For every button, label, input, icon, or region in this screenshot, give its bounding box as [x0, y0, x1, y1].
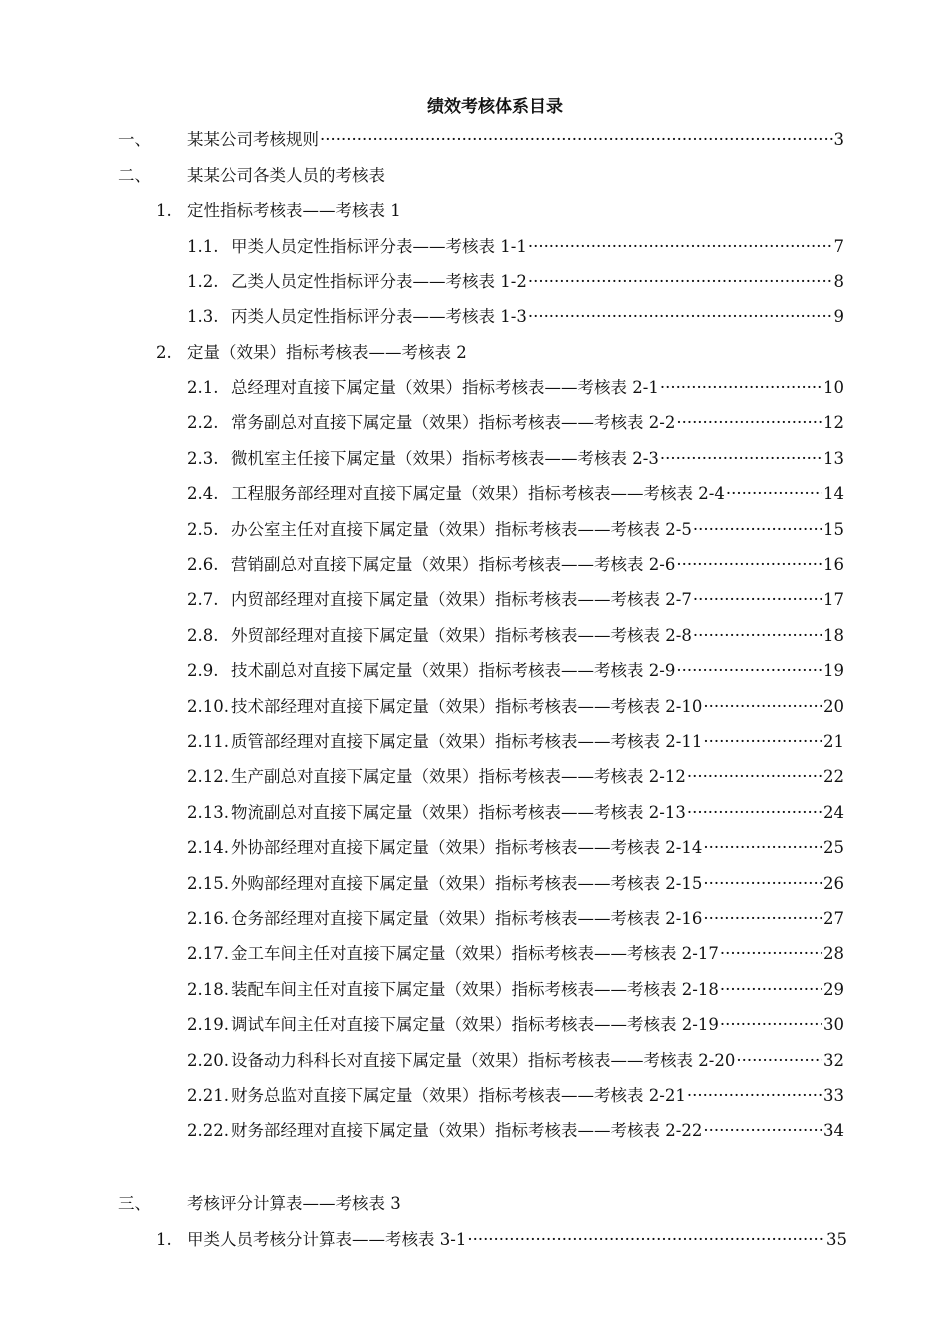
toc-dot-leader — [720, 942, 822, 966]
toc-dot-leader — [703, 1119, 822, 1143]
toc-entry-title: 技术部经理对直接下属定量（效果）指标考核表——考核表 2-10 — [231, 697, 703, 716]
toc-entry[interactable] — [187, 1119, 844, 1143]
toc-dot-leader — [720, 978, 822, 1002]
toc-entry-number: 2.7. — [187, 590, 219, 609]
toc-entry-number: 2. — [156, 343, 172, 362]
toc-entry[interactable] — [187, 1013, 844, 1037]
toc-entry-number: 2.9. — [187, 661, 219, 680]
toc-entry[interactable] — [118, 164, 844, 188]
toc-entry[interactable] — [156, 199, 844, 223]
toc-entry-title: 内贸部经理对直接下属定量（效果）指标考核表——考核表 2-7 — [231, 590, 692, 609]
toc-entry-page: 26 — [823, 874, 844, 893]
toc-entry-page: 19 — [823, 661, 844, 680]
toc-entry-number: 2.16. — [187, 909, 229, 928]
toc-entry-title: 微机室主任接下属定量（效果）指标考核表——考核表 2-3 — [231, 449, 659, 468]
toc-entry-page: 21 — [823, 732, 844, 751]
toc-entry-title: 某某公司考核规则 — [187, 130, 319, 149]
toc-entry[interactable] — [187, 765, 844, 789]
toc-entry[interactable] — [187, 695, 844, 719]
toc-entry-number: 1.3. — [187, 307, 219, 326]
page-title: 绩效考核体系目录 — [427, 97, 563, 117]
toc-entry-page: 3 — [833, 130, 844, 149]
toc-dot-leader — [528, 270, 833, 294]
toc-entry-number: 2.15. — [187, 874, 229, 893]
toc-entry-number: 2.14. — [187, 838, 229, 857]
toc-entry-page: 20 — [823, 697, 844, 716]
toc-entry-page: 34 — [823, 1121, 844, 1140]
toc-entry-page: 33 — [823, 1086, 844, 1105]
toc-entry[interactable] — [187, 801, 844, 825]
toc-dot-leader — [693, 624, 822, 648]
toc-entry-page: 18 — [823, 626, 844, 645]
toc-entry[interactable] — [187, 588, 844, 612]
toc-entry-page: 16 — [823, 555, 844, 574]
toc-entry-number: 三、 — [118, 1194, 151, 1213]
toc-entry[interactable] — [187, 907, 844, 931]
toc-entry[interactable] — [187, 659, 844, 683]
toc-dot-leader — [703, 872, 822, 896]
toc-entry-number: 2.2. — [187, 413, 219, 432]
toc-entry-title: 甲类人员定性指标评分表——考核表 1-1 — [231, 237, 527, 256]
toc-entry-title: 装配车间主任对直接下属定量（效果）指标考核表——考核表 2-18 — [231, 980, 719, 999]
toc-entry-title: 办公室主任对直接下属定量（效果）指标考核表——考核表 2-5 — [231, 520, 692, 539]
toc-entry-page: 10 — [823, 378, 844, 397]
toc-dot-leader — [660, 376, 822, 400]
toc-entry-title: 设备动力科科长对直接下属定量（效果）指标考核表——考核表 2-20 — [231, 1051, 736, 1070]
toc-entry-page: 8 — [833, 272, 844, 291]
toc-dot-leader — [736, 1049, 822, 1073]
toc-entry[interactable] — [187, 624, 844, 648]
toc-entry-number: 2.17. — [187, 944, 229, 963]
toc-entry-number: 1.1. — [187, 237, 219, 256]
toc-entry-page: 30 — [823, 1015, 844, 1034]
toc-dot-leader — [687, 1084, 822, 1108]
toc-entry-number: 2.13. — [187, 803, 229, 822]
toc-entry[interactable] — [187, 1084, 844, 1108]
toc-entry-title: 定性指标考核表——考核表 1 — [187, 201, 401, 220]
toc-entry-title: 乙类人员定性指标评分表——考核表 1-2 — [231, 272, 527, 291]
toc-entry[interactable] — [187, 1049, 844, 1073]
toc-entry-title: 丙类人员定性指标评分表——考核表 1-3 — [231, 307, 527, 326]
toc-entry[interactable] — [187, 942, 844, 966]
toc-entry[interactable] — [187, 235, 844, 259]
toc-dot-leader — [528, 235, 833, 259]
toc-entry-page: 24 — [823, 803, 844, 822]
toc-entry[interactable] — [187, 447, 844, 471]
toc-entry-number: 1. — [156, 201, 172, 220]
toc-entry-page: 35 — [826, 1230, 847, 1249]
toc-entry-page: 17 — [823, 590, 844, 609]
toc-entry-title: 金工车间主任对直接下属定量（效果）指标考核表——考核表 2-17 — [231, 944, 719, 963]
toc-entry-title: 财务部经理对直接下属定量（效果）指标考核表——考核表 2-22 — [231, 1121, 703, 1140]
toc-dot-leader — [703, 907, 822, 931]
toc-entry[interactable] — [118, 1192, 844, 1216]
toc-entry-number: 二、 — [118, 166, 151, 185]
toc-entry-number: 2.4. — [187, 484, 219, 503]
toc-entry-number: 2.11. — [187, 732, 229, 751]
toc-entry-number: 1.2. — [187, 272, 219, 291]
toc-entry-title: 常务副总对直接下属定量（效果）指标考核表——考核表 2-2 — [231, 413, 676, 432]
toc-entry-title: 外协部经理对直接下属定量（效果）指标考核表——考核表 2-14 — [231, 838, 703, 857]
toc-entry-number: 2.3. — [187, 449, 219, 468]
toc-entry-page: 12 — [823, 413, 844, 432]
toc-dot-leader — [528, 305, 833, 329]
toc-dot-leader — [467, 1228, 825, 1252]
toc-dot-leader — [320, 128, 833, 152]
toc-entry-number: 2.8. — [187, 626, 219, 645]
toc-entry-page: 13 — [823, 449, 844, 468]
toc-entry-page: 15 — [823, 520, 844, 539]
toc-entry-number: 2.20. — [187, 1051, 229, 1070]
toc-entry[interactable] — [156, 341, 844, 365]
toc-entry-page: 22 — [823, 767, 844, 786]
toc-dot-leader — [676, 659, 822, 683]
toc-entry-page: 7 — [833, 237, 844, 256]
toc-entry[interactable] — [187, 482, 844, 506]
toc-entry[interactable] — [187, 978, 844, 1002]
toc-dot-leader — [726, 482, 822, 506]
toc-dot-leader — [676, 553, 822, 577]
toc-entry[interactable] — [187, 836, 844, 860]
toc-dot-leader — [676, 411, 822, 435]
toc-dot-leader — [720, 1013, 822, 1037]
toc-entry-title: 考核评分计算表——考核表 3 — [187, 1194, 401, 1213]
toc-dot-leader — [703, 730, 822, 754]
toc-entry-number: 2.10. — [187, 697, 229, 716]
toc-entry[interactable] — [187, 553, 844, 577]
toc-entry[interactable] — [156, 1228, 847, 1252]
toc-entry-number: 一、 — [118, 130, 151, 149]
toc-entry-page: 14 — [823, 484, 844, 503]
toc-entry-title: 生产副总对直接下属定量（效果）指标考核表——考核表 2-12 — [231, 767, 686, 786]
toc-dot-leader — [693, 518, 822, 542]
toc-entry-title: 调试车间主任对直接下属定量（效果）指标考核表——考核表 2-19 — [231, 1015, 719, 1034]
toc-entry-title: 财务总监对直接下属定量（效果）指标考核表——考核表 2-21 — [231, 1086, 686, 1105]
toc-entry-number: 1. — [156, 1230, 172, 1249]
toc-entry[interactable] — [187, 518, 844, 542]
toc-entry-title: 物流副总对直接下属定量（效果）指标考核表——考核表 2-13 — [231, 803, 686, 822]
toc-entry-number: 2.18. — [187, 980, 229, 999]
toc-entry-number: 2.22. — [187, 1121, 229, 1140]
toc-entry[interactable] — [187, 270, 844, 294]
toc-dot-leader — [687, 765, 822, 789]
toc-entry-number: 2.1. — [187, 378, 219, 397]
toc-dot-leader — [693, 588, 822, 612]
toc-entry-title: 营销副总对直接下属定量（效果）指标考核表——考核表 2-6 — [231, 555, 676, 574]
toc-entry-page: 9 — [833, 307, 844, 326]
toc-entry-page: 29 — [823, 980, 844, 999]
toc-dot-leader — [703, 836, 822, 860]
toc-dot-leader — [703, 695, 822, 719]
toc-entry[interactable] — [187, 305, 844, 329]
toc-entry-page: 32 — [823, 1051, 844, 1070]
toc-entry-title: 定量（效果）指标考核表——考核表 2 — [187, 343, 467, 362]
toc-entry-title: 总经理对直接下属定量（效果）指标考核表——考核表 2-1 — [231, 378, 659, 397]
toc-entry[interactable] — [187, 376, 844, 400]
toc-entry-page: 25 — [823, 838, 844, 857]
toc-entry-title: 外购部经理对直接下属定量（效果）指标考核表——考核表 2-15 — [231, 874, 703, 893]
toc-entry-title: 外贸部经理对直接下属定量（效果）指标考核表——考核表 2-8 — [231, 626, 692, 645]
toc-entry-title: 某某公司各类人员的考核表 — [187, 166, 385, 185]
toc-entry-page: 28 — [823, 944, 844, 963]
toc-entry-number: 2.12. — [187, 767, 229, 786]
toc-entry-number: 2.5. — [187, 520, 219, 539]
toc-dot-leader — [687, 801, 822, 825]
toc-entry-title: 仓务部经理对直接下属定量（效果）指标考核表——考核表 2-16 — [231, 909, 703, 928]
toc-entry-number: 2.6. — [187, 555, 219, 574]
toc-entry[interactable] — [187, 411, 844, 435]
toc-entry[interactable] — [187, 730, 844, 754]
toc-dot-leader — [660, 447, 822, 471]
toc-entry-number: 2.19. — [187, 1015, 229, 1034]
toc-entry-title: 技术副总对直接下属定量（效果）指标考核表——考核表 2-9 — [231, 661, 676, 680]
toc-entry-title: 甲类人员考核分计算表——考核表 3-1 — [187, 1230, 467, 1249]
toc-entry[interactable] — [187, 872, 844, 896]
toc-entry[interactable] — [118, 128, 844, 152]
toc-entry-page: 27 — [823, 909, 844, 928]
toc-entry-title: 质管部经理对直接下属定量（效果）指标考核表——考核表 2-11 — [231, 732, 703, 751]
toc-entry-title: 工程服务部经理对直接下属定量（效果）指标考核表——考核表 2-4 — [231, 484, 725, 503]
toc-entry-number: 2.21. — [187, 1086, 229, 1105]
